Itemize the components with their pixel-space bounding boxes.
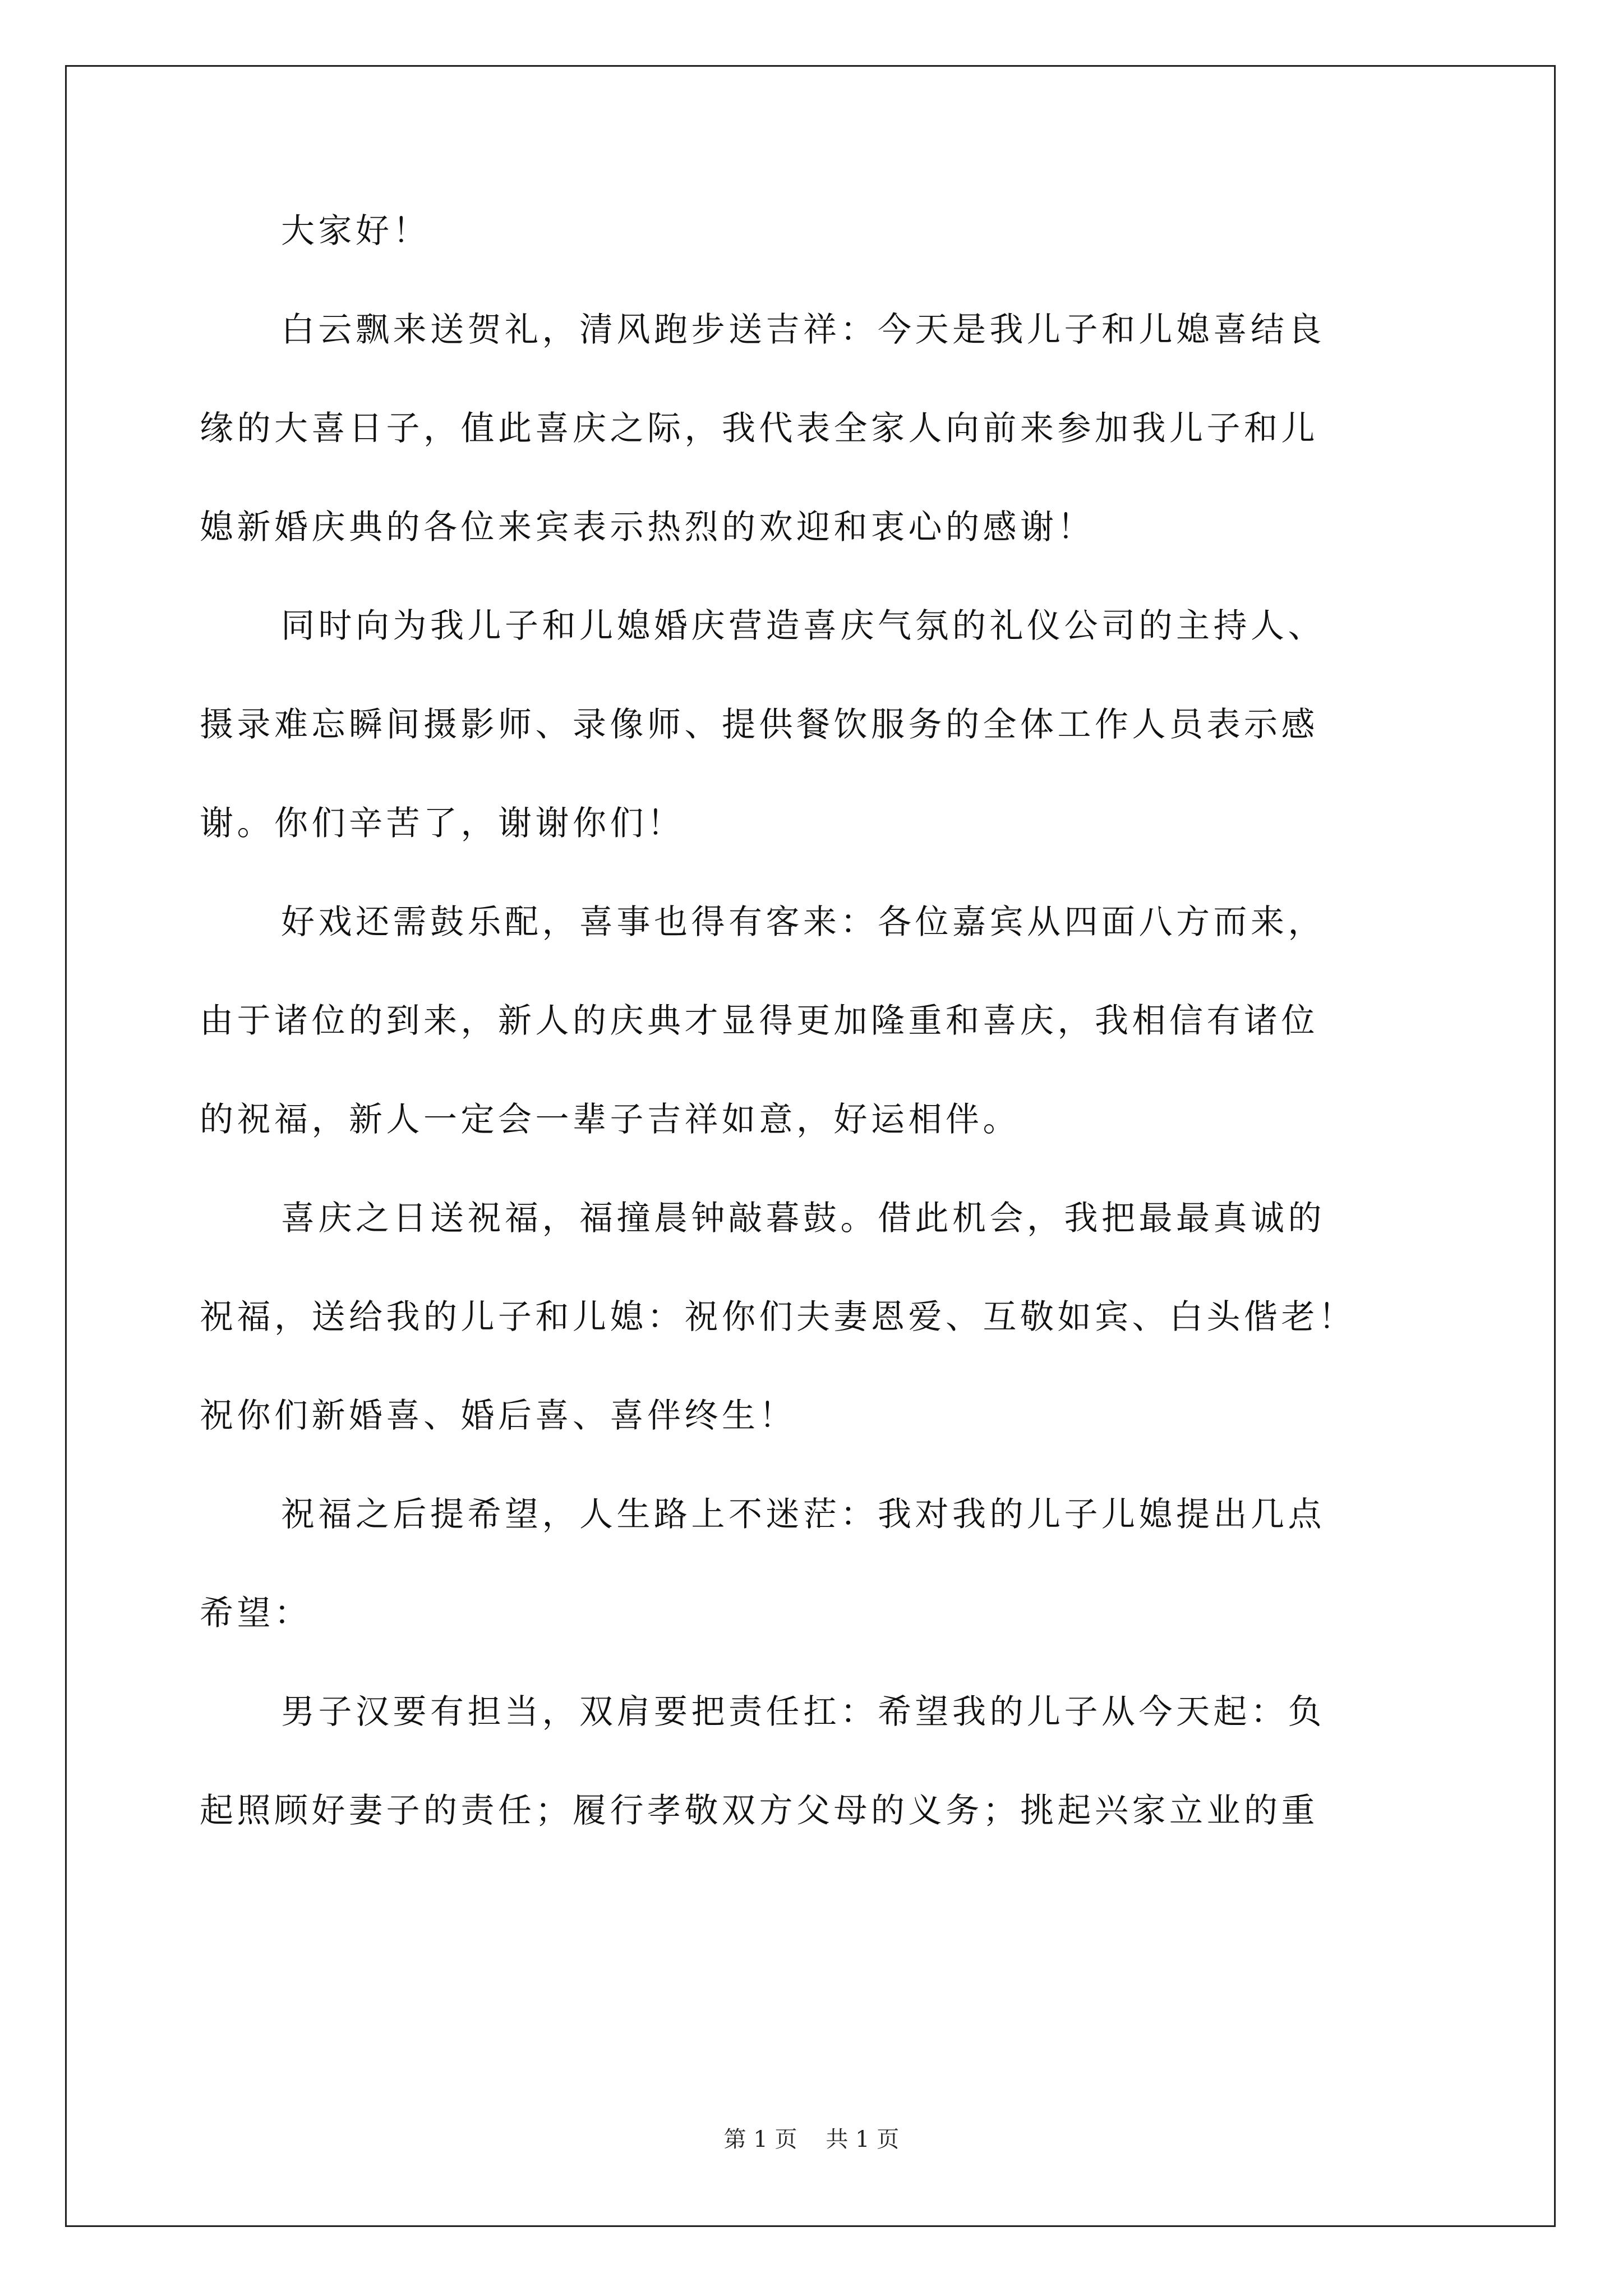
text-line: 谢。你们辛苦了，谢谢你们！	[200, 804, 685, 843]
text-line: 男子汉要有担当，双肩要把责任扛：希望我的儿子从今天起：负	[281, 1692, 1325, 1732]
text-line: 起照顾好妻子的责任；履行孝敬双方父母的义务；挑起兴家立业的重	[200, 1791, 1318, 1830]
text-line: 好戏还需鼓乐配，喜事也得有客来：各位嘉宾从四面八方而来，	[281, 903, 1325, 942]
document-body	[200, 213, 1428, 1829]
text-line: 媳新婚庆典的各位来宾表示热烈的欢迎和衷心的感谢！	[200, 508, 1095, 547]
text-line: 的祝福，新人一定会一辈子吉祥如意，好运相伴。	[200, 1100, 1020, 1139]
text-line: 由于诸位的到来，新人的庆典才显得更加隆重和喜庆，我相信有诸位	[200, 1001, 1318, 1041]
text-line: 祝福之后提希望，人生路上不迷茫：我对我的儿子儿媳提出几点	[281, 1495, 1325, 1534]
greeting-line: 大家好！	[281, 211, 430, 251]
page-number: 第 1 页	[723, 2127, 797, 2152]
text-line: 白云飘来送贺礼，清风跑步送吉祥：今天是我儿子和儿媳喜结良	[281, 310, 1325, 349]
text-line: 缘的大喜日子，值此喜庆之际，我代表全家人向前来参加我儿子和儿	[200, 409, 1318, 448]
page-total: 共 1 页	[826, 2127, 900, 2152]
text-line: 祝你们新婚喜、婚后喜、喜伴终生！	[200, 1396, 796, 1435]
text-line: 希望：	[200, 1594, 312, 1633]
text-line: 摄录难忘瞬间摄影师、录像师、提供餐饮服务的全体工作人员表示感	[200, 705, 1318, 744]
text-line: 祝福，送给我的儿子和儿媳：祝你们夫妻恩爱、互敬如宾、白头偕老！	[200, 1297, 1356, 1337]
page-footer	[0, 2126, 1623, 2153]
text-line: 同时向为我儿子和儿媳婚庆营造喜庆气氛的礼仪公司的主持人、	[281, 606, 1325, 646]
text-line: 喜庆之日送祝福，福撞晨钟敲暮鼓。借此机会，我把最最真诚的	[281, 1199, 1325, 1238]
